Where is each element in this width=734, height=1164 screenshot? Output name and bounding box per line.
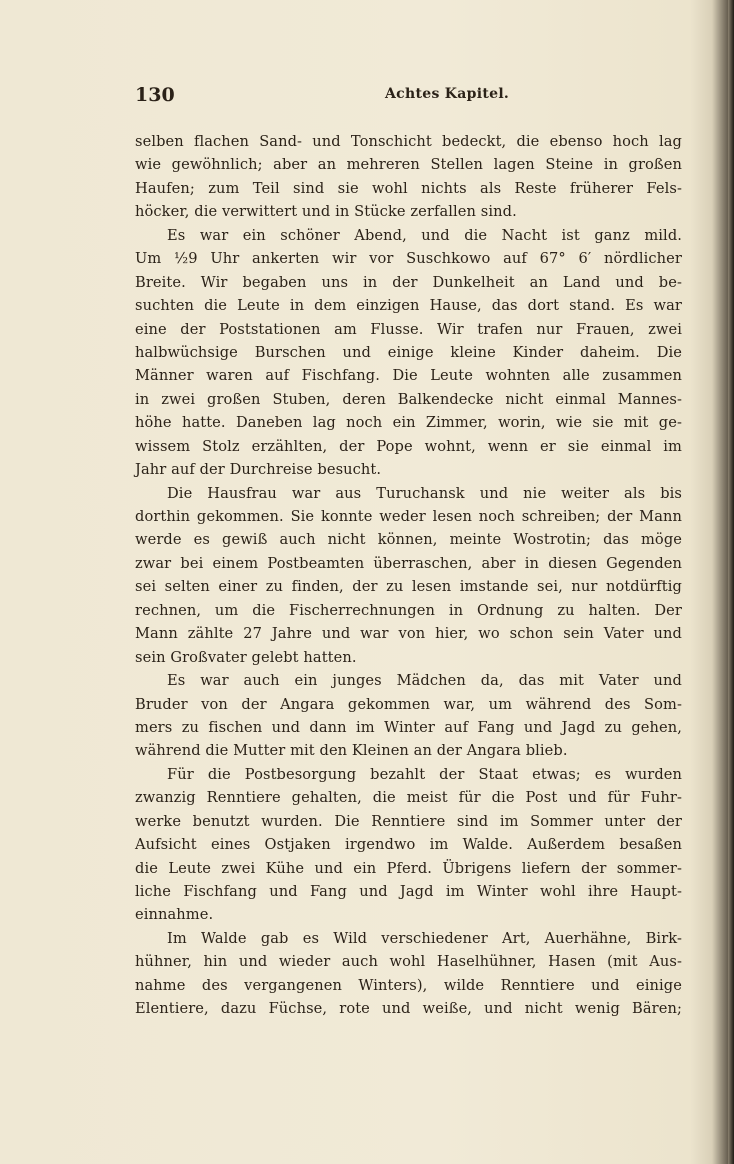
text-line: mers zu fischen und dann im Winter auf Fang und Jagd zu gehen, [135, 718, 682, 736]
text-line: zwanzig Renntiere gehalten, die meist für die Post und für Fuhr- [135, 789, 682, 807]
text-line: wie gewöhnlich; aber an mehreren Stellen lagen Steine in großen [135, 156, 682, 174]
text-line: Bruder von der Angara gekommen war, um während des Som- [135, 695, 682, 713]
text-line: Im Walde gab es Wild verschiedener Art, Auerhähne, Birk- [167, 929, 682, 947]
text-line: in zwei großen Stuben, deren Balkendecke nicht einmal Mannes- [135, 390, 682, 408]
text-line: Die Hausfrau war aus Turuchansk und nie weiter als bis [167, 484, 682, 502]
text-line: werde es gewiß auch nicht können, meinte Wostrotin; das möge [135, 531, 682, 549]
text-line: Jahr auf der Durchreise besucht. [135, 461, 382, 479]
text-line: rechnen, um die Fischerrechnungen in Ordnung zu halten. Der [135, 601, 682, 619]
text-line: werke benutzt wurden. Die Renntiere sind im Sommer unter der [135, 812, 682, 830]
text-line: Es war auch ein junges Mädchen da, das mit Vater und [167, 672, 682, 690]
text-line: halbwüchsige Burschen und einige kleine Kinder daheim. Die [135, 343, 682, 361]
text-line: Breite. Wir begaben uns in der Dunkelheit an Land und be- [135, 273, 682, 291]
text-line: Männer waren auf Fischfang. Die Leute wohnten alle zusammen [135, 367, 682, 385]
text-line: Aufsicht eines Ostjaken irgendwo im Walde. Außerdem besaßen [135, 836, 682, 854]
text-line: hühner, hin und wieder auch wohl Haselhühner, Hasen (mit Aus- [135, 953, 682, 971]
text-line: suchten die Leute in dem einzigen Hause, das dort stand. Es war [135, 297, 682, 315]
text-line: die Leute zwei Kühe und ein Pferd. Übrigens liefern der sommer- [135, 859, 682, 877]
page-header [135, 84, 682, 112]
text-line: Elentiere, dazu Füchse, rote und weiße, und nicht wenig Bären; [135, 1000, 682, 1018]
text-line: höcker, die verwittert und in Stücke zerfallen sind. [135, 203, 517, 221]
page-number: 130 [135, 84, 175, 106]
text-line: eine der Poststationen am Flusse. Wir trafen nur Frauen, zwei [135, 320, 682, 338]
text-line: einnahme. [135, 906, 214, 924]
text-line: Um ½9 Uhr ankerten wir vor Suschkowo auf 67° 6′ nördlicher [135, 250, 682, 268]
text-line: sein Großvater gelebt hatten. [135, 648, 357, 666]
text-line: liche Fischfang und Fang und Jagd im Winter wohl ihre Haupt- [135, 883, 682, 900]
text-line: Mann zählte 27 Jahre und war von hier, wo schon sein Vater und [135, 625, 682, 643]
text-line: Haufen; zum Teil sind sie wohl nichts als Reste früherer Fels- [135, 179, 682, 197]
text-line: höhe hatte. Daneben lag noch ein Zimmer, worin, wie sie mit ge- [135, 414, 682, 432]
text-line: Für die Postbesorgung bezahlt der Staat etwas; es wurden [167, 765, 682, 783]
body-text [135, 130, 682, 1021]
text-line: Es war ein schöner Abend, und die Nacht ist ganz mild. [167, 226, 682, 244]
running-head: Achtes Kapitel. [385, 86, 510, 102]
text-line: sei selten einer zu finden, der zu lesen imstande sei, nur notdürftig [135, 578, 682, 596]
text-line: zwar bei einem Postbeamten überraschen, aber in diesen Gegenden [135, 554, 682, 572]
text-line: selben flachen Sand- und Tonschicht bedeckt, die ebenso hoch lag [135, 133, 682, 150]
book-spine-edge [728, 0, 734, 1164]
text-line: wissem Stolz erzählten, der Pope wohnt, wenn er sie einmal im [135, 437, 682, 455]
text-line: dorthin gekommen. Sie konnte weder lesen noch schreiben; der Mann [135, 508, 682, 525]
text-line: nahme des vergangenen Winters), wilde Renntiere und einige [135, 976, 682, 994]
text-line: während die Mutter mit den Kleinen an der Angara blieb. [135, 742, 568, 760]
